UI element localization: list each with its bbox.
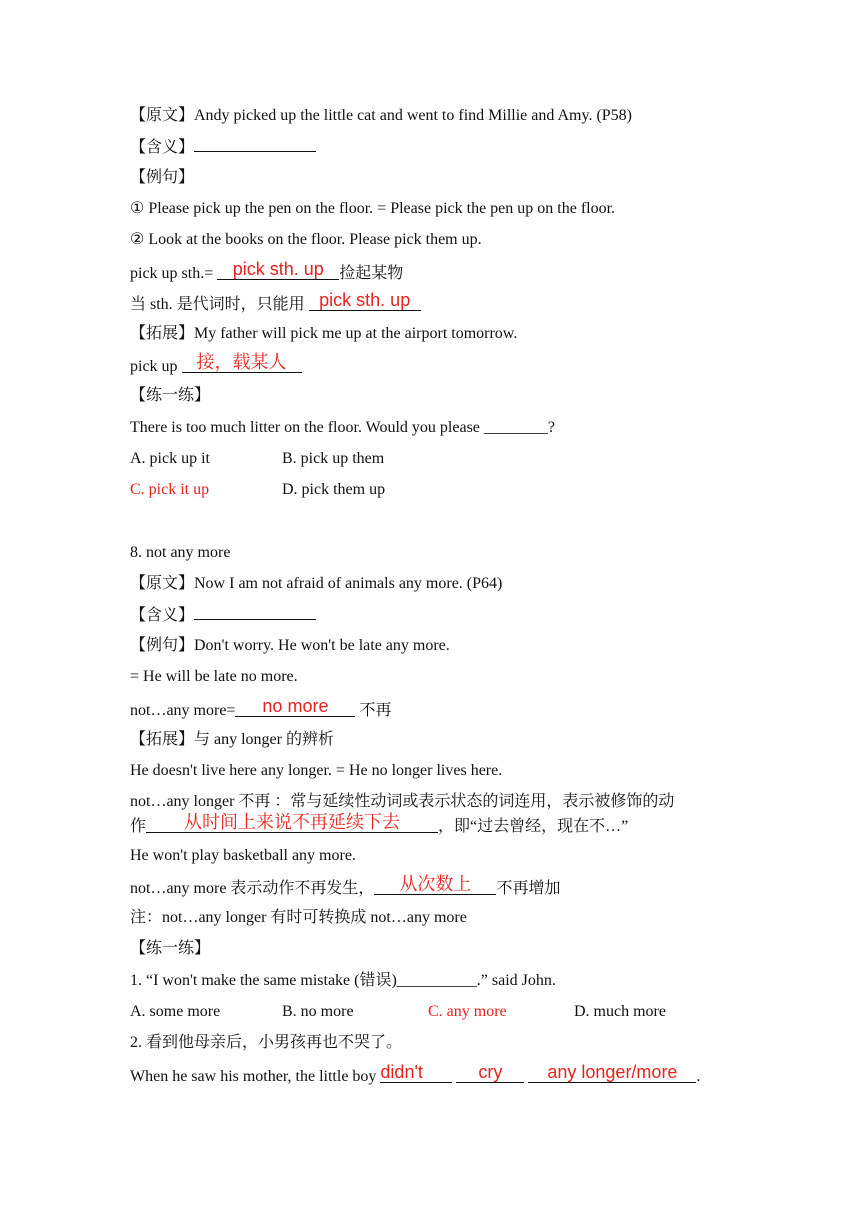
- answer-fill: any longer/more: [528, 1062, 696, 1083]
- extend-rule-7: [130, 352, 302, 377]
- rule-suffix: ，即“过去曾经，现在不…”: [438, 818, 629, 835]
- answer-fill: pick sth. up: [217, 259, 339, 280]
- longer-example: He doesn't live here any longer. = He no longer lives here.: [130, 762, 503, 779]
- rule-prefix: pick up sth.=: [130, 265, 218, 282]
- answer-fill: 从次数上: [374, 874, 496, 895]
- more-rule: [130, 874, 561, 899]
- examples-label-7: 【例句】: [130, 169, 195, 186]
- option-b: B. no more: [282, 1003, 354, 1020]
- sentence-suffix: .: [696, 1068, 701, 1085]
- rule-prefix: not…any more 表示动作不再发生，: [130, 880, 375, 897]
- rule-line-1: [130, 259, 404, 284]
- sentence-prefix: When he saw his mother, the little boy: [130, 1068, 381, 1085]
- answer-fill: pick sth. up: [309, 290, 421, 311]
- meaning-label: 【含义】: [130, 607, 195, 624]
- note-line: 注：not…any longer 有时可转换成 not…any more: [130, 909, 467, 926]
- options-row-1: [130, 449, 384, 469]
- meaning-blank: [194, 605, 316, 620]
- rule-prefix: 当 sth. 是代词时，只能用: [130, 296, 309, 313]
- question-7: There is too much litter on the floor. Would you please ________?: [130, 419, 555, 436]
- option-b: B. pick up them: [282, 450, 385, 467]
- extend-line-8: 【拓展】与 any longer 的辨析: [130, 731, 334, 748]
- meaning-line-8: [130, 605, 316, 626]
- original-sentence-7: 【原文】Andy picked up the little cat and went to find Millie and Amy. (P58): [130, 107, 632, 124]
- rule-suffix: 捡起某物: [339, 265, 404, 282]
- rule-suffix: 不再增加: [496, 880, 561, 897]
- options-row-2: [130, 480, 385, 500]
- meaning-blank: [194, 137, 316, 152]
- answer-fill: didn't: [380, 1062, 452, 1083]
- meaning-line-7: [130, 137, 316, 158]
- option-d: D. pick them up: [282, 481, 386, 498]
- option-c-correct: C. any more: [428, 1003, 507, 1020]
- question-8-1: 1. “I won't make the same mistake (错误)__________.” said John.: [130, 972, 556, 989]
- option-c-correct: C. pick it up: [130, 481, 210, 498]
- example-1: ① Please pick up the pen on the floor. = Please pick the pen up on the floor.: [130, 200, 616, 217]
- example-2: ② Look at the books on the floor. Please pick them up.: [130, 231, 482, 248]
- answer-fill: 从时间上来说不再延续下去: [146, 812, 438, 833]
- longer-rule: not…any longer 不再 ：常与延续性动词或表示状态的词连用，表示被修饰的动: [130, 793, 675, 810]
- section-heading-8: 8. not any more: [130, 544, 231, 561]
- meaning-label: 【含义】: [130, 139, 195, 156]
- rule-line-8: [130, 696, 392, 721]
- original-sentence-8: 【原文】Now I am not afraid of animals any more. (P64): [130, 575, 503, 592]
- example-equivalent: = He will be late no more.: [130, 668, 298, 685]
- rule-prefix: not…any more=: [130, 702, 236, 719]
- option-a: A. some more: [130, 1003, 221, 1020]
- options-row-8: [130, 1002, 666, 1022]
- practice-label-7: 【练一练】: [130, 387, 211, 404]
- answer-fill: no more: [235, 696, 355, 717]
- rule-line-2: [130, 290, 421, 315]
- more-example: He won't play basketball any more.: [130, 847, 356, 864]
- answer-fill: cry: [456, 1062, 524, 1083]
- rule-prefix: 作: [130, 818, 147, 835]
- translation-line: [130, 1062, 701, 1087]
- rule-suffix: 不再: [355, 702, 392, 719]
- extend-line-7: 【拓展】My father will pick me up at the airport tomorrow.: [130, 325, 518, 342]
- practice-label-8: 【练一练】: [130, 940, 211, 957]
- rule-prefix: pick up: [130, 358, 182, 375]
- answer-fill: 接，载某人: [182, 352, 302, 373]
- question-8-2: 2. 看到他母亲后，小男孩再也不哭了。: [130, 1034, 403, 1051]
- example-line-8: 【例句】Don't worry. He won't be late any more.: [130, 637, 450, 654]
- option-d: D. much more: [574, 1003, 666, 1020]
- option-a: A. pick up it: [130, 450, 210, 467]
- longer-rule-continued: [130, 812, 629, 837]
